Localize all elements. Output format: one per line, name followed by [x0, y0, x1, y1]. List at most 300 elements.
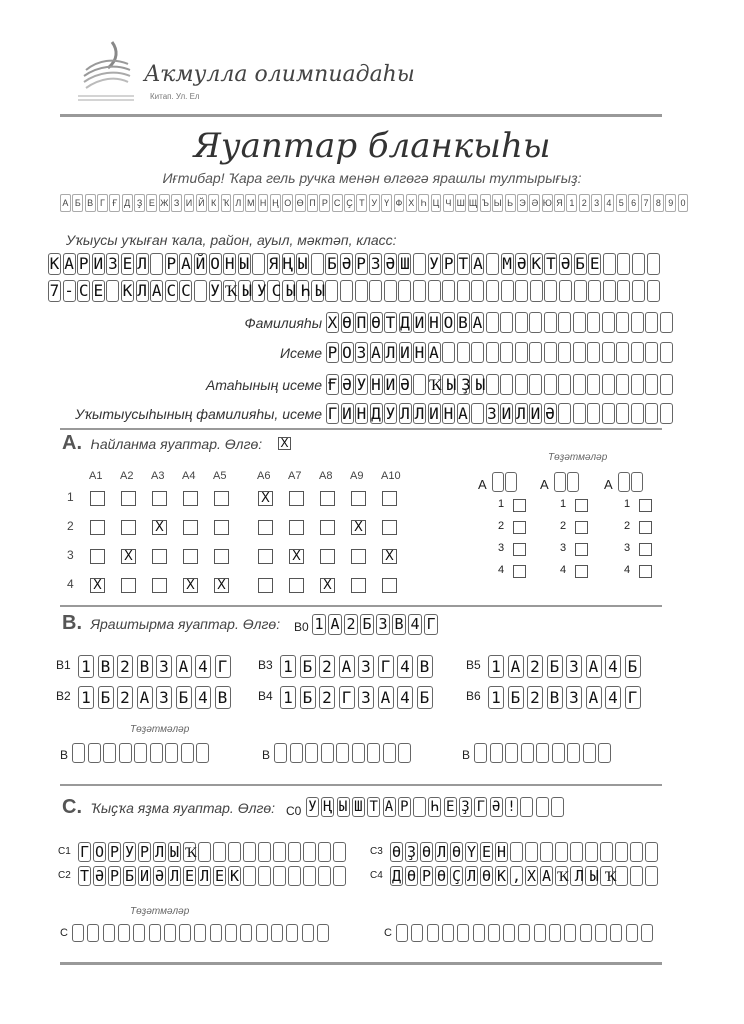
alphabet-char: Ш	[455, 194, 466, 212]
correction-row-label: 1	[498, 498, 505, 510]
b-answer-label: B4	[258, 689, 273, 703]
c-answer-cell	[258, 842, 271, 862]
grid-column-label: A3	[151, 470, 165, 482]
alphabet-char: К	[208, 194, 219, 212]
answer-checkbox[interactable]	[289, 520, 304, 535]
answer-checkbox[interactable]	[351, 578, 366, 593]
c-answer-cell	[333, 866, 346, 886]
rule-b	[60, 605, 662, 607]
correction-cell[interactable]	[626, 924, 638, 942]
correction-cell[interactable]	[631, 472, 643, 492]
correction-checkbox[interactable]	[639, 565, 652, 578]
correction-cell[interactable]	[240, 924, 252, 942]
correction-letter: A	[478, 477, 487, 492]
field-value-cell	[660, 342, 673, 363]
alphabet-char: Щ	[468, 194, 479, 212]
b-answer-label: B1	[56, 658, 71, 672]
correction-cell[interactable]	[72, 743, 85, 763]
school-line-2-cell	[384, 280, 397, 302]
answer-checkbox[interactable]	[382, 578, 397, 593]
c-answer-cell	[318, 842, 331, 862]
correction-cell[interactable]	[150, 743, 163, 763]
correction-cell[interactable]	[271, 924, 283, 942]
grid-row-label: 2	[67, 519, 74, 533]
alphabet-sample	[60, 194, 690, 214]
answer-checkbox[interactable]	[258, 578, 273, 593]
school-line-2-cell	[544, 280, 557, 302]
field-value-text: ГИНДУЛЛИНА ЗИЛИӘ	[327, 404, 560, 423]
b-answer-label: B5	[466, 658, 481, 672]
field-value-cell	[631, 342, 644, 363]
grid-column-label: A10	[381, 470, 401, 482]
alphabet-char: Ҫ	[344, 194, 355, 212]
correction-checkbox[interactable]	[639, 521, 652, 534]
correction-row-label: 2	[624, 520, 631, 532]
c-answer-cell	[258, 866, 271, 886]
alphabet-char: 0	[678, 194, 689, 212]
correction-cell[interactable]	[336, 743, 349, 763]
answer-checkbox[interactable]	[183, 549, 198, 564]
c-answer-cell	[585, 842, 598, 862]
correction-cell[interactable]	[490, 743, 503, 763]
school-line-2-cell	[617, 280, 630, 302]
correction-cell[interactable]	[72, 924, 84, 942]
correction-cell[interactable]	[396, 924, 408, 942]
field-value-cell	[616, 342, 629, 363]
correction-cell[interactable]	[87, 924, 99, 942]
c-answer-cell	[333, 842, 346, 862]
b-answer-text: 1Б2Г3А4Б	[283, 688, 440, 707]
correction-cell[interactable]	[474, 743, 487, 763]
correction-cell[interactable]	[165, 743, 178, 763]
answer-checkbox[interactable]	[214, 549, 229, 564]
c-answer-cell	[600, 842, 613, 862]
correction-cell[interactable]	[641, 924, 653, 942]
answer-mark: X	[323, 578, 332, 593]
answer-checkbox[interactable]	[289, 491, 304, 506]
alphabet-char: Е	[146, 194, 157, 212]
c-answer-cell	[288, 842, 301, 862]
b-answer-text: 1Б2В3А4Г	[491, 688, 648, 707]
school-line-2-text: 7-СЕ КЛАСС УҠЫУСЫҺЫ	[49, 281, 331, 300]
school-line-2-cell	[501, 280, 514, 302]
alphabet-char: 7	[641, 194, 652, 212]
c-answer-text: ӨҘӨЛӨҮЕН	[391, 843, 512, 861]
correction-row-label: 3	[498, 542, 505, 554]
c-answer-label: C3	[370, 846, 383, 857]
alphabet-char: Ө	[295, 194, 306, 212]
answer-checkbox[interactable]	[320, 491, 335, 506]
correction-cell[interactable]	[274, 743, 287, 763]
field-value-cell	[486, 342, 499, 363]
correction-letter: C	[384, 927, 392, 939]
correction-letter: B	[262, 748, 271, 762]
alphabet-char: Л	[233, 194, 244, 212]
b-answer-text: 1А2Б3А4Б	[491, 657, 648, 676]
field-label: Исеме	[279, 345, 322, 361]
school-line-1-text: КАРИЗЕЛ РАЙОНЫ ЯҢЫ БӘРЗӘШ УРТА МӘКТӘБЕ	[49, 254, 605, 273]
school-line-1-cell	[647, 253, 660, 275]
footer-rule	[60, 962, 662, 965]
grid-column-label: A4	[182, 470, 196, 482]
correction-cell[interactable]	[580, 924, 592, 942]
instruction-text: Иғтибар! Ҡара гель ручка менән өлгөгә ярашлы тултырығыҙ:	[162, 170, 582, 186]
olympiad-title: Аҡмулла олимпиадаһы	[144, 62, 415, 87]
alphabet-char: Ж	[159, 194, 170, 212]
correction-cell[interactable]	[164, 924, 176, 942]
answer-checkbox[interactable]	[320, 549, 335, 564]
c-answer-label: C1	[58, 846, 71, 857]
answer-mark: X	[186, 578, 195, 593]
school-line-2-cell	[632, 280, 645, 302]
answer-checkbox[interactable]	[214, 491, 229, 506]
correction-cell[interactable]	[302, 924, 314, 942]
alphabet-char: П	[307, 194, 318, 212]
alphabet-char: Ъ	[480, 194, 491, 212]
alphabet-char: Ҙ	[134, 194, 145, 212]
answer-checkbox[interactable]	[382, 520, 397, 535]
correction-cell[interactable]	[149, 924, 161, 942]
correction-cell[interactable]	[305, 743, 318, 763]
c-answer-text: ТӘРБИӘЛЕЛЕК	[79, 867, 245, 885]
alphabet-char: Ф	[394, 194, 405, 212]
correction-cell[interactable]	[321, 743, 334, 763]
c-answer-label: C2	[58, 870, 71, 881]
correction-checkbox[interactable]	[575, 499, 588, 512]
correction-cell[interactable]	[442, 924, 454, 942]
correction-cell[interactable]	[286, 924, 298, 942]
correction-cell[interactable]	[521, 743, 534, 763]
correction-cell[interactable]	[473, 924, 485, 942]
correction-row-label: 2	[560, 520, 567, 532]
field-value-cell	[573, 342, 586, 363]
school-line-2-cell	[457, 280, 470, 302]
section-c-letter: C.	[62, 796, 82, 818]
field-value-cell	[529, 342, 542, 363]
school-line-2-cell	[442, 280, 455, 302]
alphabet-char: В	[85, 194, 96, 212]
answer-checkbox[interactable]	[90, 491, 105, 506]
field-value-cell	[660, 403, 673, 424]
answer-checkbox[interactable]	[183, 520, 198, 535]
grid-column-label: A9	[350, 470, 364, 482]
answer-mark: X	[217, 578, 226, 593]
school-line-2-cell	[486, 280, 499, 302]
correction-cell[interactable]	[352, 743, 365, 763]
field-value-cell	[558, 374, 571, 395]
correction-checkbox[interactable]	[575, 543, 588, 556]
header	[78, 40, 678, 110]
correction-cell[interactable]	[618, 472, 630, 492]
c-answer-cell	[615, 842, 628, 862]
field-value-cell	[602, 403, 615, 424]
correction-cell[interactable]	[317, 924, 329, 942]
school-line-1-cell	[632, 253, 645, 275]
field-value-cell	[442, 342, 455, 363]
c-answer-cell	[228, 842, 241, 862]
correction-cell[interactable]	[554, 472, 566, 492]
answer-checkbox[interactable]	[121, 578, 136, 593]
correction-cell[interactable]	[534, 924, 546, 942]
section-b-title: Яраштырма яуаптар. Өлгө:	[90, 616, 281, 632]
school-line-2-cell	[413, 280, 426, 302]
correction-cell[interactable]	[398, 743, 411, 763]
rule-a	[60, 428, 662, 430]
school-line-2-cell	[355, 280, 368, 302]
correction-checkbox[interactable]	[513, 565, 526, 578]
section-a-title: Һайланма яуаптар. Өлгө:	[90, 436, 263, 452]
section-c-example-cell	[551, 797, 564, 817]
school-line-2-cell	[603, 280, 616, 302]
answer-checkbox[interactable]	[214, 520, 229, 535]
answer-checkbox[interactable]	[121, 520, 136, 535]
section-c-example-cell	[536, 797, 549, 817]
answer-checkbox[interactable]	[152, 549, 167, 564]
school-line-2-cell	[369, 280, 382, 302]
field-value-cell	[544, 374, 557, 395]
section-c-example-text: УҢЫШТАР ҺЕҘГӘ!	[308, 799, 523, 815]
alphabet-char: Н	[258, 194, 269, 212]
answer-checkbox[interactable]	[351, 491, 366, 506]
correction-row-label: 3	[560, 542, 567, 554]
field-value-cell	[587, 403, 600, 424]
c-answer-cell	[243, 842, 256, 862]
alphabet-char: Ғ	[109, 194, 120, 212]
correction-cell[interactable]	[505, 743, 518, 763]
school-label: Уҡыусы уҡыған ҡала, район, ауыл, мәктәп, класс:	[66, 232, 397, 248]
answer-mark: X	[124, 549, 133, 564]
field-value-cell	[515, 374, 528, 395]
correction-cell[interactable]	[103, 924, 115, 942]
correction-cell[interactable]	[564, 924, 576, 942]
correction-row-label: 4	[498, 564, 505, 576]
correction-cell[interactable]	[488, 924, 500, 942]
field-value-cell	[616, 312, 629, 333]
section-b-corrections-title: Төҙәтмәләр	[130, 724, 190, 735]
field-value-cell	[471, 342, 484, 363]
field-value-cell	[529, 374, 542, 395]
field-value-cell	[660, 374, 673, 395]
c-answer-cell	[318, 866, 331, 886]
section-c-title: Ҡыҫҡа яҙма яуаптар. Өлгө:	[90, 800, 276, 816]
correction-cell[interactable]	[103, 743, 116, 763]
answer-checkbox[interactable]	[152, 578, 167, 593]
field-value-cell	[500, 312, 513, 333]
answer-checkbox[interactable]	[121, 491, 136, 506]
correction-cell[interactable]	[536, 743, 549, 763]
field-label: Фамилияһы	[244, 315, 322, 331]
c-answer-cell	[645, 842, 658, 862]
correction-cell[interactable]	[583, 743, 596, 763]
c-answer-cell	[303, 842, 316, 862]
olympiad-logo	[78, 40, 138, 102]
alphabet-char: Э	[517, 194, 528, 212]
correction-cell[interactable]	[181, 743, 194, 763]
correction-row-label: 2	[498, 520, 505, 532]
alphabet-char: О	[282, 194, 293, 212]
alphabet-char: Ҡ	[221, 194, 232, 212]
field-value-cell	[457, 342, 470, 363]
answer-mark: X	[385, 549, 394, 564]
c-answer-label: C4	[370, 870, 383, 881]
correction-letter: C	[60, 927, 68, 939]
alphabet-char: М	[245, 194, 256, 212]
field-value-cell	[515, 312, 528, 333]
correction-cell[interactable]	[119, 743, 132, 763]
answer-checkbox[interactable]	[351, 549, 366, 564]
alphabet-char: 2	[579, 194, 590, 212]
alphabet-char: Ч	[443, 194, 454, 212]
alphabet-char: Ы	[492, 194, 503, 212]
alphabet-char: Х	[406, 194, 417, 212]
alphabet-char: С	[332, 194, 343, 212]
correction-cell[interactable]	[427, 924, 439, 942]
grid-column-label: A5	[213, 470, 227, 482]
correction-checkbox[interactable]	[513, 543, 526, 556]
correction-checkbox[interactable]	[575, 521, 588, 534]
alphabet-char: 6	[628, 194, 639, 212]
correction-cell[interactable]	[367, 743, 380, 763]
school-line-2-cell	[340, 280, 353, 302]
answer-checkbox[interactable]	[289, 578, 304, 593]
alphabet-char: 1	[566, 194, 577, 212]
alphabet-char: Ю	[542, 194, 553, 212]
correction-cell[interactable]	[567, 743, 580, 763]
correction-cell[interactable]	[549, 924, 561, 942]
alphabet-char: 9	[665, 194, 676, 212]
field-value-cell	[573, 403, 586, 424]
section-b-example-prefix: B0	[294, 620, 309, 634]
correction-checkbox[interactable]	[513, 521, 526, 534]
answer-mark: X	[292, 549, 301, 564]
alphabet-char: 5	[616, 194, 627, 212]
correction-cell[interactable]	[411, 924, 423, 942]
correction-cell[interactable]	[595, 924, 607, 942]
field-value-cell	[602, 342, 615, 363]
correction-checkbox[interactable]	[575, 565, 588, 578]
answer-checkbox[interactable]	[183, 491, 198, 506]
correction-cell[interactable]	[88, 743, 101, 763]
answer-checkbox[interactable]	[382, 491, 397, 506]
alphabet-char: Ң	[270, 194, 281, 212]
alphabet-char: Ц	[431, 194, 442, 212]
field-value-cell	[558, 342, 571, 363]
school-line-2-cell	[471, 280, 484, 302]
correction-letter: A	[540, 477, 549, 492]
answer-mark: X	[93, 578, 102, 593]
correction-row-label: 3	[624, 542, 631, 554]
correction-cell[interactable]	[457, 924, 469, 942]
correction-cell[interactable]	[133, 924, 145, 942]
c-answer-cell	[630, 866, 643, 886]
answer-checkbox[interactable]	[90, 549, 105, 564]
correction-letter: B	[60, 748, 69, 762]
c-answer-cell	[303, 866, 316, 886]
answer-mark: X	[354, 520, 363, 535]
school-line-2-cell	[588, 280, 601, 302]
field-value-cell	[544, 312, 557, 333]
field-value-cell	[515, 342, 528, 363]
correction-letter: A	[604, 477, 613, 492]
section-b-letter: B.	[62, 612, 82, 634]
answer-checkbox[interactable]	[152, 491, 167, 506]
alphabet-char: Г	[97, 194, 108, 212]
c-answer-cell	[630, 842, 643, 862]
correction-cell[interactable]	[210, 924, 222, 942]
correction-cell[interactable]	[179, 924, 191, 942]
alphabet-char: У	[369, 194, 380, 212]
school-line-2-cell	[647, 280, 660, 302]
c-answer-cell	[213, 842, 226, 862]
b-answer-label: B2	[56, 689, 71, 703]
correction-cell[interactable]	[518, 924, 530, 942]
grid-row-label: 4	[67, 577, 74, 591]
section-a-corrections-title: Төҙәтмәләр	[548, 452, 608, 463]
school-line-2-cell	[398, 280, 411, 302]
field-value-cell	[486, 312, 499, 333]
answer-checkbox[interactable]	[258, 520, 273, 535]
correction-cell[interactable]	[610, 924, 622, 942]
correction-cell[interactable]	[383, 743, 396, 763]
correction-checkbox[interactable]	[639, 499, 652, 512]
correction-cell[interactable]	[567, 472, 579, 492]
correction-cell[interactable]	[196, 743, 209, 763]
school-line-2-cell	[428, 280, 441, 302]
field-value-cell	[602, 374, 615, 395]
correction-cell[interactable]	[598, 743, 611, 763]
correction-cell[interactable]	[118, 924, 130, 942]
field-value-text: ҒӘУНИӘ ҠЫҘЫ	[327, 375, 491, 394]
alphabet-char: З	[171, 194, 182, 212]
field-value-cell	[645, 342, 658, 363]
alphabet-char: Й	[196, 194, 207, 212]
correction-cell[interactable]	[134, 743, 147, 763]
field-value-cell	[558, 403, 571, 424]
section-c-example-prefix: C0	[286, 804, 302, 818]
correction-row-label: 1	[560, 498, 567, 510]
alphabet-char: Р	[319, 194, 330, 212]
section-b-example-text: 1А2Б3В4Г	[314, 615, 443, 633]
correction-cell[interactable]	[503, 924, 515, 942]
correction-cell[interactable]	[290, 743, 303, 763]
b-answer-label: B3	[258, 658, 273, 672]
c-answer-cell	[288, 866, 301, 886]
field-value-cell	[645, 312, 658, 333]
correction-cell[interactable]	[194, 924, 206, 942]
c-answer-text: ДӨРӨҪЛӨК,ХАҠЛЫҠ	[391, 867, 623, 885]
section-c-corrections-title: Төҙәтмәләр	[130, 906, 190, 917]
correction-letter: B	[462, 748, 471, 762]
answer-checkbox[interactable]	[258, 549, 273, 564]
alphabet-char: 3	[591, 194, 602, 212]
answer-checkbox[interactable]	[320, 520, 335, 535]
correction-cell[interactable]	[552, 743, 565, 763]
correction-row-label: 4	[624, 564, 631, 576]
alphabet-char: Т	[356, 194, 367, 212]
correction-cell[interactable]	[256, 924, 268, 942]
field-value-cell	[529, 312, 542, 333]
c-answer-cell	[540, 842, 553, 862]
correction-checkbox[interactable]	[513, 499, 526, 512]
correction-cell[interactable]	[492, 472, 504, 492]
correction-checkbox[interactable]	[639, 543, 652, 556]
school-line-1-cell	[603, 253, 616, 275]
school-line-2-cell	[530, 280, 543, 302]
grid-row-label: 3	[67, 548, 74, 562]
answer-checkbox[interactable]	[90, 520, 105, 535]
correction-cell[interactable]	[225, 924, 237, 942]
correction-cell[interactable]	[505, 472, 517, 492]
